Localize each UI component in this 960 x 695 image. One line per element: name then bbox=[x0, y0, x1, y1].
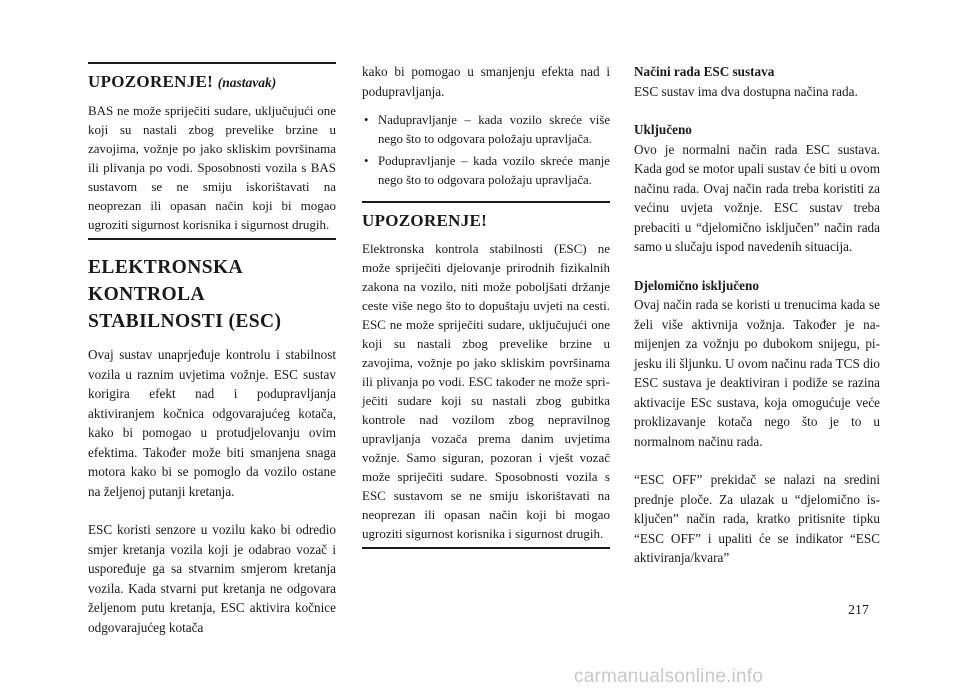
paragraph: Ovaj način rada se koristi u trenucima kada se želi više aktivnija vožnja. Također je namijenjen za vožnju po dubokom snijegu, pijesku ili šljunku. U ovom načinu rada TCS dio ESC sustava je deaktiviran i podiže se razina aktivacije ESc sustava, koja omogućuje veće proklizavanje kotača nego što je to u normalnom načinu rada. bbox=[634, 297, 880, 449]
warning-title bbox=[88, 70, 336, 95]
watermark: carmanualsonline.info bbox=[574, 666, 764, 687]
warning-title-text: UPOZORENJE! bbox=[88, 72, 214, 91]
warning-box bbox=[362, 201, 610, 549]
paragraph: Ovo je normalni način rada ESC sustava. Kada god se motor upali sustav će biti u ovom načinu rada. Ovaj način rada treba koristiti za većinu uvjeta vožnje. ESC sustav treba prebaciti u “djelomično isključen” način rada samo u slučaju ispod navedenih situacija. bbox=[634, 141, 880, 254]
warning-subtitle: (nastavak) bbox=[217, 75, 277, 90]
mode-heading-on: Uključeno bbox=[634, 122, 692, 137]
column-right bbox=[634, 62, 880, 568]
paragraph: “ESC OFF” prekidač se nalazi na sredini prednje ploče. Za ulazak u “djelomično isključen” način rada, kratko pritisnite tipku “ESC OFF” i upaliti će se indikator “ESC aktiviranja/kvara” bbox=[634, 472, 880, 565]
list-item: • Nadupravljanje – kada vozilo skreće više nego što to odgovara položaju upravljača. bbox=[362, 111, 610, 149]
warning-box-continued bbox=[88, 62, 336, 240]
paragraph: ESC sustav ima dva dostupna načina rada. bbox=[634, 83, 858, 99]
column-middle bbox=[362, 62, 610, 549]
subsection-heading: Načini rada ESC sustava bbox=[634, 64, 775, 79]
column-left bbox=[88, 62, 336, 637]
section-heading: ELEKTRONSKA KONTROLA STABILNOSTI (ESC) bbox=[88, 257, 282, 332]
warning-text: Elektronska kontrola stabilnosti (ESC) ne može spriječiti djelovanje prirodnih fizikalnih zakona na vozilo, niti može poboljšati držanje ceste više nego što to dopuštaju uvjeti na cesti. ESC ne može spriječiti sudare, uključujući one koji su nastali zbog prevelike brzine u zavojima, vožnje po jako skliskim površinama ili plivanja po vodi. ESC također ne može spriječiti sudare koji su nastali zbog gubitka kontrole nad vozilom zbog nepravilnog upravljanja vozača prema danim uvjetima vožnje. Samo siguran, pozoran i vješt vozač može spriječiti sudare. Sposobnosti vozila s ESC sustavom se ne smiju iskorištavati na neoprezan ili opasan način koji bi mogao ugroziti sigurnost korisnika i sigurnost drugih. bbox=[362, 241, 610, 541]
bullet-list bbox=[362, 111, 610, 190]
paragraph: Ovaj sustav unaprjeđuje kontrolu i stabilnost vozila u raznim uvjetima vožnje. ESC sustav korigira efekt nad i podupravljanja aktiviranjem kočnica odgovarajućeg kotača, kako bi pomogao u protudjelovanju ovim efektima. Također može biti smanjena snaga motora kako bi se pomoglo da vozilo ostane na željenoj putanji kretanja. bbox=[88, 347, 336, 499]
mode-heading-partial: Djelomično isključeno bbox=[634, 277, 759, 293]
paragraph: ESC koristi senzore u vozilu kako bi odredio smjer kretanja vozila koji je odabrao vozač i uspoređuje ga sa stvarnim smjerom kretanja vozila. Kada stvarni put kretanja ne odgovara željenom putu kretanja, ESC aktivira kočnice odgovarajućeg kotača bbox=[88, 522, 336, 635]
page-number: 217 bbox=[848, 603, 869, 618]
list-item: • Podupravljanje – kada vozilo skreće manje nego što to odgovara položaju upravljača. bbox=[362, 152, 610, 190]
warning-title: UPOZORENJE! bbox=[362, 211, 488, 230]
warning-text: BAS ne može spriječiti sudare, uključujući one koji su nastali zbog prevelike brzine u zavojima, vožnje po jako skliskim površinama ili plivanja po vodi. Sposobnosti vozila s BAS sustavom se ne smiju iskorištavati na neoprezan ili opasan način koji bi mogao ugroziti sigurnost korisnika i sigurnost drugih. bbox=[88, 103, 336, 232]
paragraph: kako bi pomogao u smanjenju efekta nad i podupravljanja. bbox=[362, 64, 610, 99]
